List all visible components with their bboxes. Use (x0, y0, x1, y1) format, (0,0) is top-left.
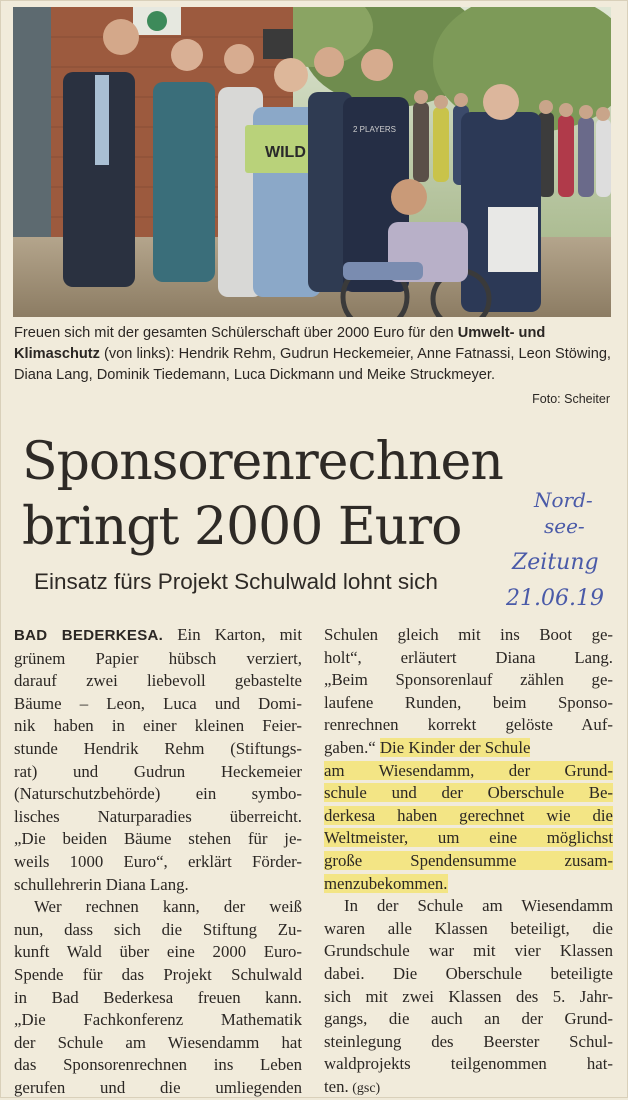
photo-credit: Foto: Scheiter (532, 392, 610, 406)
article-photo (13, 7, 611, 317)
article-line: in Bad Bederkesa freuen kann. (14, 987, 302, 1007)
article-line: gangs, die auch an der Grund- (324, 1009, 613, 1029)
article-line: waren alle Klassen beteiligt, die (324, 918, 613, 938)
article-line: holt“, erläutert Diana Lang. (324, 647, 613, 667)
highlighted-text: derkesa haben gerechnet wie die (324, 805, 613, 825)
article-line: Bäume – Leon, Luca und Domi- (14, 693, 302, 713)
article-line: laufene Runden, beim Sponso- (324, 692, 613, 712)
handnote-line-2: see- (544, 514, 585, 538)
article-line (324, 873, 613, 896)
article-line: kunft Wald über eine 2000 Euro- (14, 942, 302, 962)
caption-text-after: (von links): Hendrik Rehm, Gudrun Heckemeier, Anne Fatnassi, Leon Stöwing, Diana Lang, Dominik Tiedemann, Luca Dickmann und Meike Struckmeyer. (14, 346, 611, 383)
article-line: renrechnen korrekt gelöste Auf- (324, 715, 613, 735)
article-line: ten. (gsc) (324, 1076, 381, 1096)
article-column-left (14, 624, 302, 1099)
article-line (324, 760, 613, 783)
article-line: waldprojekts teilgenommen hat- (324, 1054, 613, 1074)
article-line (324, 805, 613, 828)
article-line (324, 782, 613, 805)
group-photo-illustration (13, 7, 611, 317)
article-line: dabei. Die Oberschule beteiligte (324, 963, 613, 983)
article-line: darauf zwei liebevoll gebastelte (14, 671, 302, 691)
headline-line-2: bringt 2000 Euro (22, 497, 462, 557)
article-line: nun, dass sich die Stiftung Zu- (14, 919, 302, 939)
highlighted-text: Weltmeister, um eine möglichst (324, 828, 613, 848)
article-line: schullehrerin Diana Lang. (14, 874, 189, 894)
article-line: BAD BEDERKESA. Ein Karton, mit (14, 625, 303, 644)
article-line: steinlegung des Beerster Schul- (324, 1031, 613, 1051)
article-line: „Die Fachkonferenz Mathematik (14, 1010, 302, 1030)
article-line (324, 827, 613, 850)
article-line: „Die beiden Bäume stehen für je- (14, 829, 302, 849)
article-column-right (324, 624, 613, 1100)
highlighted-text: schule und der Oberschule Be- (324, 783, 613, 803)
photo-caption (14, 323, 612, 386)
article-line: rat) und Gudrun Heckemeier (14, 761, 302, 781)
dateline: BAD BEDERKESA. (14, 627, 164, 644)
headline-line-1: Sponsorenrechnen (22, 432, 503, 492)
subheadline: Einsatz fürs Projekt Schulwald lohnt sich (34, 569, 438, 594)
article-line: Spende für das Projekt Schulwald (14, 964, 302, 984)
handnote-line-1: Nord- (534, 488, 593, 512)
highlighted-text: große Spendensumme zusam- (324, 850, 613, 870)
article-line: In der Schule am Wiesendamm (344, 896, 613, 916)
highlighted-text: menzubekommen. (324, 873, 448, 893)
article-line: der Schule am Wiesendamm hat (14, 1032, 302, 1052)
handnote-date: 21.06.19 (506, 586, 604, 611)
sign-text: WILD (265, 144, 306, 161)
shirt-text: 2 PLAYERS (353, 125, 396, 134)
article-line: stunde Hendrik Rehm (Stiftungs- (14, 738, 302, 758)
article-line (324, 850, 613, 873)
article-line: gerufen und die umliegenden (14, 1077, 302, 1097)
article-line: das Sponsorenrechnen ins Leben (14, 1055, 302, 1075)
article-line: grünem Papier hübsch verziert, (14, 648, 302, 668)
highlighted-text: Die Kinder der Schule (379, 737, 531, 757)
handwritten-note (500, 486, 628, 626)
article-line: nik haben in einer kleinen Feier- (14, 716, 302, 736)
highlighted-text: am Wiesendamm, der Grund- (324, 760, 613, 780)
handnote-line-3: Zeitung (512, 550, 599, 575)
article-line: gaben.“ Die Kinder der Schule (324, 737, 531, 757)
caption-text-before: Freuen sich mit der gesamten Schülerschaft über 2000 Euro für den (14, 325, 458, 341)
article-line: Wer rechnen kann, der weiß (34, 897, 302, 917)
article-line: Grundschule war mit vier Klassen (324, 941, 613, 961)
article-line: Schulen gleich mit ins Boot ge- (324, 625, 613, 644)
author-initials: (gsc) (348, 1080, 381, 1096)
article-line: sich mit zwei Klassen des 5. Jahr- (324, 986, 613, 1006)
caption-bold-text: Umwelt- und Klimaschutz (14, 325, 546, 362)
article-line: (Naturschutzbehörde) ein symbo- (14, 784, 302, 804)
article-line: „Beim Sponsorenlauf zählen ge- (324, 670, 613, 690)
headline (22, 430, 542, 560)
article-line: lisches Naturparadies überreicht. (14, 806, 302, 826)
article-line: weils 1000 Euro“, erklärt Förder- (14, 851, 302, 871)
